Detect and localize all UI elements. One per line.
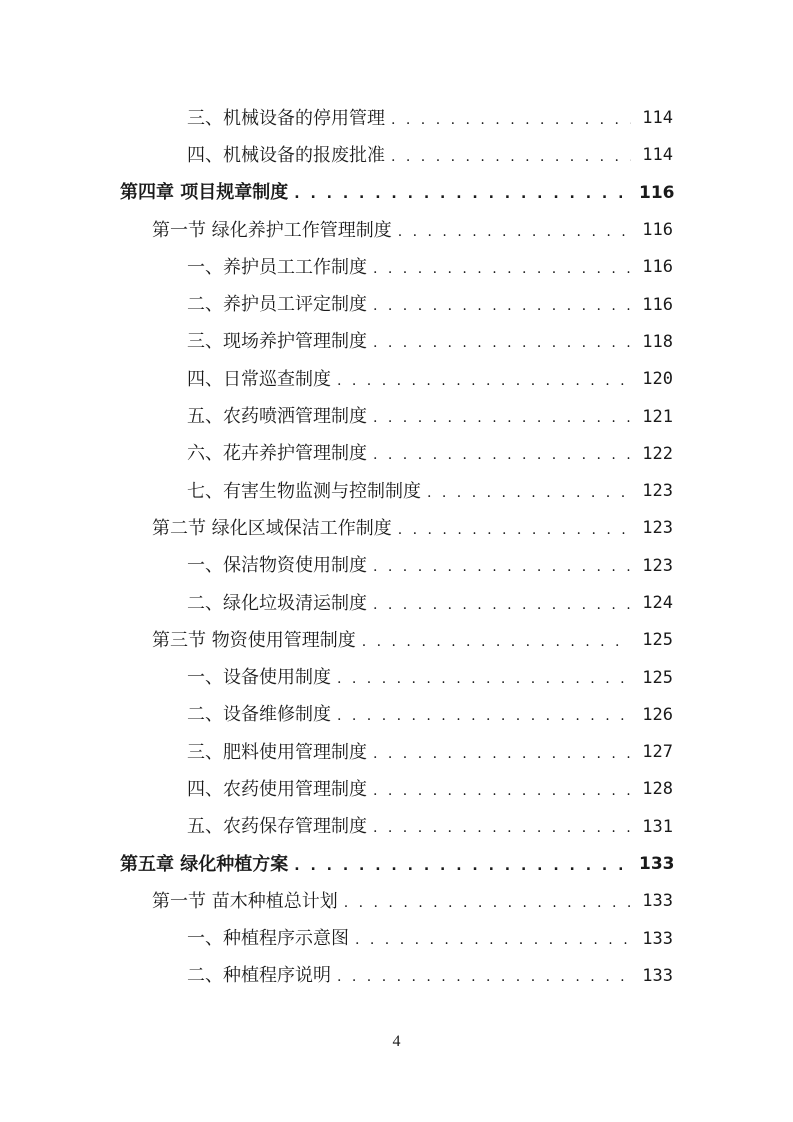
toc-entry-page-number: 127 <box>642 742 673 763</box>
toc-entry-page-number: 133 <box>642 965 673 986</box>
toc-dot-leader <box>337 672 631 686</box>
toc-entry-title: 五、农药喷洒管理制度 <box>187 406 367 428</box>
toc-entry-title: 一、设备使用制度 <box>187 667 331 689</box>
toc-entry-item[interactable] <box>0 286 793 323</box>
toc-entry-page-number: 114 <box>642 108 673 129</box>
toc-entry-item[interactable] <box>0 958 793 995</box>
toc-entry-page-number: 121 <box>642 406 673 427</box>
toc-entry-title: 第一节 绿化养护工作管理制度 <box>152 219 392 241</box>
toc-entry-section[interactable] <box>0 883 793 920</box>
toc-entry-page-number: 116 <box>642 294 673 315</box>
toc-dot-leader <box>362 635 631 649</box>
toc-entry-item[interactable] <box>0 697 793 734</box>
toc-entry-page-number: 123 <box>642 518 673 539</box>
table-of-contents <box>0 100 793 995</box>
toc-dot-leader <box>337 709 631 723</box>
toc-entry-section[interactable] <box>0 622 793 659</box>
toc-entry-title: 第一节 苗木种植总计划 <box>152 890 338 912</box>
toc-entry-title: 五、农药保存管理制度 <box>187 816 367 838</box>
toc-dot-leader <box>294 859 631 873</box>
toc-dot-leader <box>294 187 631 201</box>
toc-entry-page-number: 116 <box>642 220 673 241</box>
toc-entry-title: 七、有害生物监测与控制制度 <box>187 480 421 502</box>
toc-entry-title: 一、保洁物资使用制度 <box>187 555 367 577</box>
toc-entry-title: 二、绿化垃圾清运制度 <box>187 592 367 614</box>
toc-entry-section[interactable] <box>0 212 793 249</box>
toc-entry-title: 四、机械设备的报废批准 <box>187 144 385 166</box>
toc-entry-title: 第二节 绿化区域保洁工作制度 <box>152 517 392 539</box>
toc-dot-leader <box>344 896 631 910</box>
toc-entry-page-number: 123 <box>642 555 673 576</box>
toc-entry-page-number: 126 <box>642 704 673 725</box>
toc-entry-section[interactable] <box>0 510 793 547</box>
toc-entry-page-number: 116 <box>642 257 673 278</box>
toc-entry-page-number: 122 <box>642 443 673 464</box>
toc-entry-title: 第三节 物资使用管理制度 <box>152 629 356 651</box>
toc-dot-leader <box>391 150 631 164</box>
toc-entry-title: 二、种植程序说明 <box>187 965 331 987</box>
toc-entry-page-number: 116 <box>639 182 675 203</box>
toc-entry-chapter[interactable] <box>0 846 793 883</box>
toc-entry-item[interactable] <box>0 249 793 286</box>
toc-dot-leader <box>373 336 631 350</box>
toc-entry-item[interactable] <box>0 398 793 435</box>
toc-dot-leader <box>373 784 631 798</box>
toc-entry-title: 二、设备维修制度 <box>187 704 331 726</box>
toc-dot-leader <box>373 747 631 761</box>
page-number: 4 <box>392 1033 401 1050</box>
toc-entry-page-number: 133 <box>639 854 675 875</box>
toc-entry-item[interactable] <box>0 137 793 174</box>
toc-entry-title: 六、花卉养护管理制度 <box>187 443 367 465</box>
toc-entry-page-number: 133 <box>642 891 673 912</box>
toc-entry-item[interactable] <box>0 809 793 846</box>
toc-dot-leader <box>337 374 631 388</box>
toc-dot-leader <box>373 448 631 462</box>
toc-entry-item[interactable] <box>0 361 793 398</box>
toc-entry-page-number: 120 <box>642 369 673 390</box>
toc-entry-title: 二、养护员工评定制度 <box>187 294 367 316</box>
toc-entry-page-number: 133 <box>642 928 673 949</box>
toc-dot-leader <box>373 598 631 612</box>
toc-entry-page-number: 125 <box>642 630 673 651</box>
toc-entry-title: 四、日常巡查制度 <box>187 368 331 390</box>
toc-entry-item[interactable] <box>0 436 793 473</box>
toc-entry-title: 三、机械设备的停用管理 <box>187 107 385 129</box>
toc-entry-item[interactable] <box>0 473 793 510</box>
toc-dot-leader <box>373 262 631 276</box>
toc-dot-leader <box>355 933 631 947</box>
toc-dot-leader <box>427 486 631 500</box>
toc-dot-leader <box>398 225 631 239</box>
toc-entry-item[interactable] <box>0 734 793 771</box>
toc-dot-leader <box>373 411 631 425</box>
toc-entry-chapter[interactable] <box>0 175 793 212</box>
toc-entry-page-number: 114 <box>642 145 673 166</box>
toc-entry-item[interactable] <box>0 324 793 361</box>
toc-entry-item[interactable] <box>0 921 793 958</box>
toc-entry-item[interactable] <box>0 100 793 137</box>
toc-entry-title: 四、农药使用管理制度 <box>187 778 367 800</box>
toc-entry-title: 三、肥料使用管理制度 <box>187 741 367 763</box>
toc-entry-title: 第四章 项目规章制度 <box>120 182 289 204</box>
toc-entry-page-number: 131 <box>642 816 673 837</box>
toc-entry-title: 一、养护员工工作制度 <box>187 256 367 278</box>
toc-dot-leader <box>337 970 631 984</box>
toc-entry-page-number: 128 <box>642 779 673 800</box>
toc-entry-page-number: 124 <box>642 593 673 613</box>
toc-entry-title: 三、现场养护管理制度 <box>187 331 367 353</box>
toc-dot-leader <box>373 299 631 313</box>
toc-entry-item[interactable] <box>0 548 793 585</box>
toc-entry-page-number: 118 <box>642 331 673 352</box>
toc-entry-title: 一、种植程序示意图 <box>187 928 349 950</box>
toc-entry-item[interactable] <box>0 771 793 808</box>
toc-dot-leader <box>398 523 631 537</box>
toc-entry-item[interactable] <box>0 659 793 696</box>
toc-dot-leader <box>373 560 631 574</box>
toc-entry-page-number: 125 <box>642 667 673 688</box>
toc-dot-leader <box>373 821 631 835</box>
toc-entry-page-number: 123 <box>642 481 673 502</box>
toc-entry-item[interactable] <box>0 585 793 622</box>
toc-dot-leader <box>391 113 631 127</box>
toc-entry-title: 第五章 绿化种植方案 <box>120 853 289 875</box>
